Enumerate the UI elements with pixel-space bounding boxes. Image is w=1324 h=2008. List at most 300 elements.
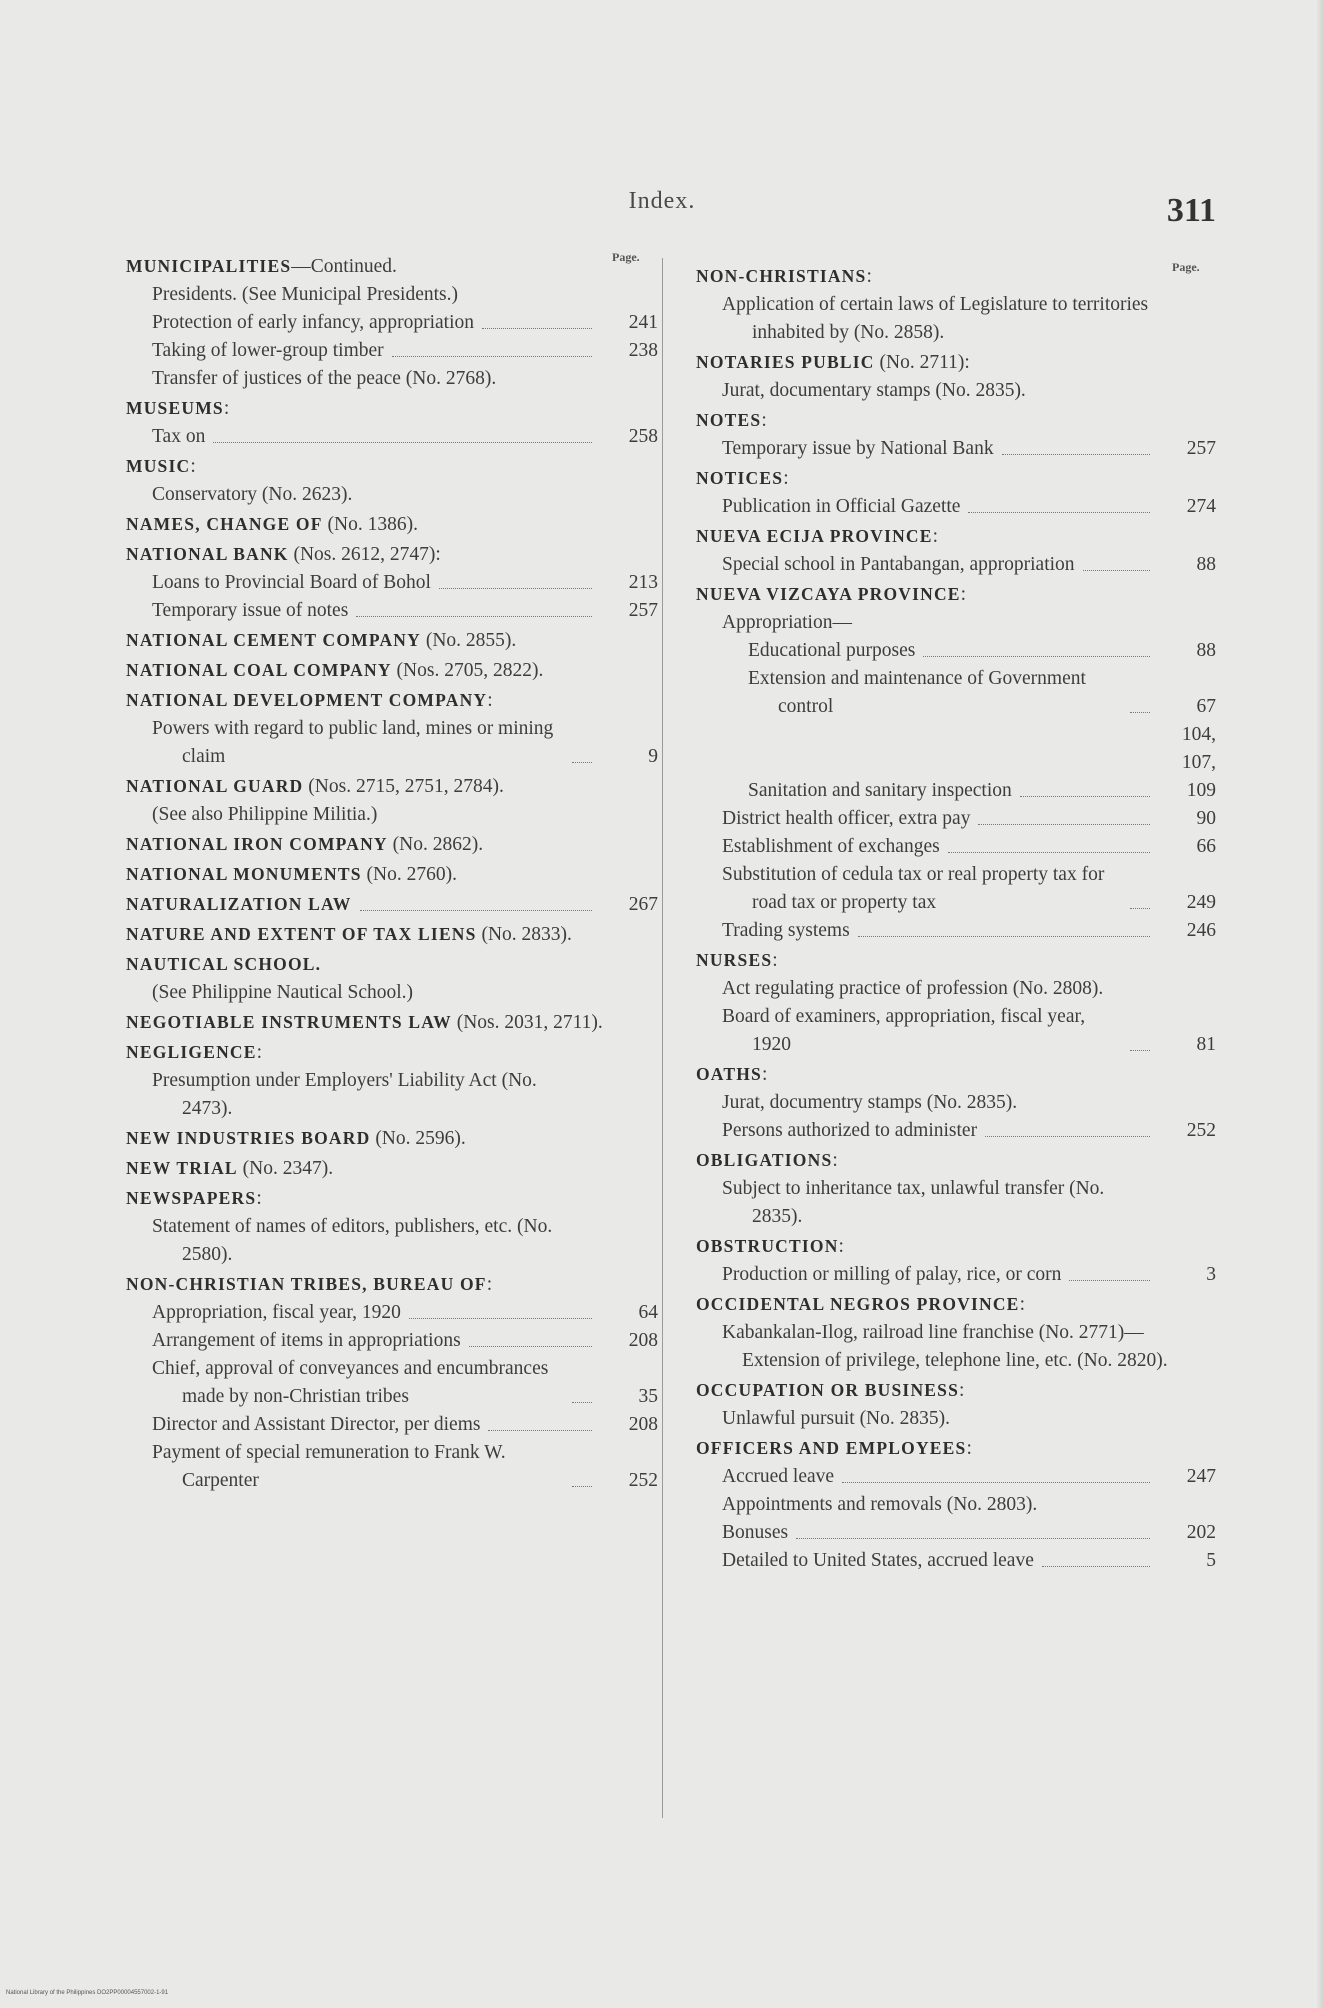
index-heading: OCCIDENTAL NEGROS PROVINCE [696,1294,1020,1314]
index-subentry-text: Presumption under Employers' Liability Act (No. 2473). [152,1070,537,1119]
index-heading: NATIONAL IRON COMPANY [126,834,388,854]
page-reference: 249 [1186,892,1216,913]
page-reference: 202 [1186,1522,1216,1543]
dot-leader [488,1430,592,1431]
index-heading-line [126,1008,658,1037]
index-heading-suffix: : [838,1236,844,1257]
index-heading-suffix: : [959,1380,965,1401]
left-column-page-heading: Page. [612,250,640,264]
index-heading: NEW INDUSTRIES BOARD [126,1128,371,1148]
dot-leader [1130,908,1150,909]
index-heading-suffix: : [866,266,872,287]
index-heading-text [696,348,974,377]
page-reference: 90 [1196,808,1216,829]
index-subentry-text: Director and Assistant Director, per diems [152,1414,481,1435]
index-entry [696,580,1216,945]
index-heading-line [126,252,658,281]
index-subentry [696,1405,1216,1433]
index-subentry-text: Tax on [152,426,206,447]
index-entry [126,920,658,949]
index-heading-line [126,950,658,979]
index-entry [696,1290,1216,1375]
index-subentry-text: Statement of names of editors, publishers, etc. (No. 2580). [152,1216,553,1265]
index-subentry-text: Appropriation, fiscal year, 1920 [152,1302,401,1323]
dot-leader [858,936,1150,937]
index-heading-suffix: : [772,950,778,971]
page-reference: 104, 107, 109 [1181,724,1216,801]
index-subentry-text: Act regulating practice of profession (No. 2808). [722,978,1104,999]
index-heading-text [696,262,876,291]
page-reference: 88 [1196,640,1216,661]
index-subentry-text: Appropriation— [722,612,852,633]
index-heading: OCCUPATION OR BUSINESS [696,1380,960,1400]
index-heading-line [126,452,658,481]
index-heading-text [126,1008,607,1037]
dot-leader [469,1346,592,1347]
index-subentry [126,1213,658,1269]
index-heading-line [126,686,658,715]
index-entry [696,1376,1216,1433]
index-heading: OBSTRUCTION [696,1236,839,1256]
index-entry [696,1146,1216,1231]
index-heading-text [126,540,445,569]
running-title: Index. [628,188,696,214]
page-reference: 267 [628,894,658,915]
index-heading: OFFICERS AND EMPLOYEES [696,1438,967,1458]
index-heading-suffix: (No. 2760). [361,864,457,885]
index-entry [126,1124,658,1153]
page-reference: 257 [1186,438,1216,459]
index-subentry [696,637,1216,665]
index-subentry-text: Conservatory (No. 2623). [152,484,353,505]
index-heading: NATURALIZATION LAW [126,894,352,914]
index-heading-suffix: (No. 2347). [237,1158,334,1179]
index-entry [126,772,658,829]
index-heading-suffix: (No. 2833). [476,924,572,945]
index-subentry-text: Board of examiners, appropriation, fiscal year, 1920 [722,1006,1086,1055]
index-subentry-text: Sanitation and sanitary inspection [748,780,1012,801]
index-subentry-text: Detailed to United States, accrued leave [722,1550,1034,1571]
index-heading-line [696,1290,1216,1319]
index-subentry [696,721,1216,805]
index-heading-suffix: : [932,526,939,547]
index-heading: NAMES, CHANGE OF [126,514,323,534]
page-reference: 67 [1196,696,1216,717]
index-subentry [126,1355,658,1411]
column-divider [662,258,663,1818]
index-heading-text [126,890,356,919]
index-heading-line [696,406,1216,435]
page-reference: 247 [1186,1466,1216,1487]
index-heading-text [126,510,422,539]
index-heading-text [126,686,497,715]
dot-leader [439,588,592,589]
index-heading-suffix: : [783,468,789,489]
index-subentry-text: Taking of lower-group timber [152,340,384,361]
index-heading-line [696,1434,1216,1463]
page-reference: 5 [1206,1550,1216,1571]
index-heading-text [696,1232,848,1261]
index-entry [696,522,1216,579]
page-edge [1316,0,1324,2008]
page-number: 311 [1166,192,1216,229]
index-heading-suffix: (No. 2596). [370,1128,466,1149]
index-subentry [696,1347,1216,1375]
page-reference: 9 [648,746,658,767]
dot-leader [572,762,592,763]
page-reference: 66 [1196,836,1216,857]
index-heading-suffix: (No. 2862). [387,834,484,855]
index-subentry-text: Extension and maintenance of Government control [748,668,1086,717]
index-heading-suffix: (No. 1386). [322,514,418,535]
index-heading: NATIONAL GUARD [126,776,304,796]
index-subentry-text: Trading systems [722,920,850,941]
page-reference: 241 [628,312,658,333]
index-subentry [126,1411,658,1439]
index-subentry [696,1519,1216,1547]
index-heading: NOTES [696,410,762,430]
index-heading-text [696,1376,968,1405]
index-heading-line [126,860,658,889]
index-entry [126,830,658,859]
dot-leader [392,356,592,357]
index-subentry [126,281,658,309]
index-subentry-text: Loans to Provincial Board of Bohol [152,572,431,593]
index-subentry-text: Production or milling of palay, rice, or corn [722,1264,1062,1285]
index-subentry-text: Persons authorized to administer [722,1120,978,1141]
index-heading-suffix: : [486,1274,493,1295]
index-subentry [696,551,1216,579]
index-heading: NATIONAL COAL COMPANY [126,660,392,680]
index-heading-line [126,626,658,655]
dot-leader [1130,712,1150,713]
index-heading-text [126,656,547,685]
page-reference: 258 [628,426,658,447]
index-heading-line [126,394,658,423]
dot-leader [978,824,1150,825]
index-subentry [696,377,1216,405]
index-subentry [696,1117,1216,1145]
index-subentry [696,1175,1216,1231]
dot-leader [356,616,592,617]
index-heading-line [696,522,1216,551]
index-subentry-text: Jurat, documentry stamps (No. 2835). [722,1092,1018,1113]
index-entry [696,406,1216,463]
index-subentry [126,337,658,365]
index-subentry [696,1547,1216,1575]
footer-imprint: National Library of the Philippines DO2PP00004557002-1-91 [6,1990,169,1996]
index-subentry-text: Temporary issue of notes [152,600,349,621]
index-subentry-text: (See Philippine Nautical School.) [152,982,414,1003]
index-heading-suffix: : [761,410,767,431]
dot-leader [842,1482,1150,1483]
index-entry [126,950,658,1007]
index-heading-text [126,626,520,655]
index-subentry-text: Special school in Pantabangan, appropriation [722,554,1075,575]
index-heading: NATURE AND EXTENT OF TAX LIENS [126,924,477,944]
dot-leader [572,1402,592,1403]
index-heading: NEGLIGENCE [126,1042,257,1062]
index-heading-line [696,348,1216,377]
dot-leader [409,1318,592,1319]
index-heading-text [696,1434,976,1463]
index-heading-text [696,1146,842,1175]
index-entry [126,890,658,919]
index-heading-text [696,522,942,551]
index-heading: NOTARIES PUBLIC [696,352,875,372]
index-heading-suffix: : [960,584,967,605]
index-subentry [126,1299,658,1327]
index-heading-text [126,452,200,481]
index-entry [126,1270,658,1495]
index-heading-text [126,920,576,949]
dot-leader [1020,796,1150,797]
index-heading: NAUTICAL SCHOOL. [126,954,322,974]
index-heading-suffix: : [761,1064,768,1085]
index-entry [696,348,1216,405]
index-heading-suffix: (Nos. 2612, 2747): [288,544,441,565]
index-subentry [126,597,658,625]
index-heading-line [126,920,658,949]
index-entry [696,1434,1216,1575]
index-subentry-text: Temporary issue by National Bank [722,438,994,459]
index-subentry [696,1319,1216,1347]
index-subentry-text: Publication in Official Gazette [722,496,961,517]
index-heading-suffix: : [223,398,230,419]
page-reference: 252 [1186,1120,1216,1141]
index-heading-text [126,950,325,979]
page-reference: 257 [628,600,658,621]
index-subentry [126,481,658,509]
page-reference: 64 [638,1302,658,1323]
index-heading-text [696,946,782,975]
dot-leader [948,852,1150,853]
index-entry [126,252,658,393]
index-heading: NUEVA ECIJA PROVINCE [696,526,933,546]
index-subentry-text: Unlawful pursuit (No. 2835). [722,1408,951,1429]
index-subentry [696,1089,1216,1117]
index-subentry-text: Subject to inheritance tax, unlawful transfer (No. 2835). [722,1178,1105,1227]
index-entry [126,686,658,771]
index-heading: NON-CHRISTIANS [696,266,867,286]
index-subentry-text: Bonuses [722,1522,789,1543]
index-entry [696,1232,1216,1289]
index-entry [126,1154,658,1183]
page-reference: 246 [1186,920,1216,941]
index-subentry [126,365,658,393]
index-entry [126,1184,658,1269]
index-subentry [126,715,658,771]
index-subentry-text: Educational purposes [748,640,916,661]
index-subentry [696,833,1216,861]
page-reference: 81 [1196,1034,1216,1055]
index-heading-line [696,262,1216,291]
dot-leader [1002,454,1150,455]
page-reference: 213 [628,572,658,593]
index-heading-text [126,1154,337,1183]
dot-leader [1130,1050,1150,1051]
index-subentry-text: Application of certain laws of Legislature to territories inhabited by (No. 2858). [722,294,1149,343]
index-heading: NON-CHRISTIAN TRIBES, BUREAU OF [126,1274,487,1294]
index-heading-suffix: : [1019,1294,1025,1315]
index-heading-line [696,580,1216,609]
index-subentry-text: Payment of special remuneration to Frank W. Carpenter [152,1442,506,1491]
index-heading: NATIONAL DEVELOPMENT COMPANY [126,690,488,710]
index-heading-suffix: (Nos. 2705, 2822). [391,660,544,681]
index-heading: NUEVA VIZCAYA PROVINCE [696,584,961,604]
dot-leader [796,1538,1150,1539]
index-subentry [126,1439,658,1495]
index-heading-suffix: (No. 2855). [420,630,517,651]
index-entry [126,1008,658,1037]
index-heading: NEGOTIABLE INSTRUMENTS LAW [126,1012,452,1032]
index-subentry-text: Transfer of justices of the peace (No. 2768). [152,368,497,389]
index-subentry [126,309,658,337]
index-heading: NATIONAL CEMENT COMPANY [126,630,421,650]
index-subentry [696,1491,1216,1519]
index-heading-suffix: : [190,456,196,477]
index-subentry-text: Extension of privilege, telephone line, etc. (No. 2820). [742,1350,1168,1371]
index-heading-suffix: (No. 2711): [874,352,970,373]
dot-leader [213,442,592,443]
index-subentry [696,1463,1216,1491]
index-heading-line [696,946,1216,975]
index-heading-line [126,1270,658,1299]
page-reference: 208 [628,1330,658,1351]
index-subentry [696,975,1216,1003]
index-heading-line [696,1232,1216,1261]
index-subentry-text: Appointments and removals (No. 2803). [722,1494,1038,1515]
index-heading-line [126,540,658,569]
index-heading: NOTICES [696,468,784,488]
dot-leader [985,1136,1150,1137]
index-heading-text [126,1038,266,1067]
index-heading-text [126,1270,496,1299]
index-heading-line [126,1154,658,1183]
index-subentry [126,423,658,451]
page-reference: 88 [1196,554,1216,575]
index-heading-suffix: : [966,1438,972,1459]
dot-leader [1042,1566,1150,1567]
dot-leader [1083,570,1150,571]
index-heading-line [696,1060,1216,1089]
index-heading-line [126,510,658,539]
index-heading-line [126,1184,658,1213]
index-heading-text [696,406,771,435]
index-heading-line [126,772,658,801]
index-heading: NEWSPAPERS [126,1188,257,1208]
right-column-page-heading: Page. [1172,260,1200,274]
dot-leader [968,512,1150,513]
index-heading: MUSIC [126,456,191,476]
index-subentry-text: (See also Philippine Militia.) [152,804,378,825]
page-reference: 35 [638,1386,658,1407]
index-heading: MUSEUMS [126,398,224,418]
index-subentry-text: Substitution of cedula tax or real property tax for road tax or property tax [722,864,1105,913]
index-subentry [126,1327,658,1355]
index-subentry [696,1261,1216,1289]
index-heading-line [696,1376,1216,1405]
page-reference: 238 [628,340,658,361]
index-entry [696,262,1216,347]
index-entry [696,946,1216,1059]
index-heading-text [126,394,233,423]
dot-leader [360,910,592,911]
index-heading-text [696,1290,1029,1319]
page-reference: 274 [1186,496,1216,517]
index-heading: NATIONAL BANK [126,544,289,564]
index-subentry-text: Jurat, documentary stamps (No. 2835). [722,380,1026,401]
index-entry [126,394,658,451]
index-entry [696,1060,1216,1145]
index-heading-suffix: : [832,1150,838,1171]
index-heading-text [126,830,487,859]
index-subentry [126,1067,658,1123]
dot-leader [482,328,592,329]
index-subentry [696,493,1216,521]
index-entry [126,1038,658,1123]
index-heading-line [126,656,658,685]
index-subentry-text: Establishment of exchanges [722,836,940,857]
index-subentry [126,569,658,597]
index-subentry [696,435,1216,463]
index-heading-line [126,1038,658,1067]
index-entry [126,656,658,685]
index-subentry-text: Accrued leave [722,1466,835,1487]
index-heading-line [126,1124,658,1153]
index-heading-text [126,1184,266,1213]
index-subentry-text: Powers with regard to public land, mines or mining claim [152,718,554,767]
index-heading-line [696,464,1216,493]
index-subentry-text: Arrangement of items in appropriations [152,1330,461,1351]
dot-leader [1069,1280,1150,1281]
index-subentry [696,609,1216,637]
index-entry [126,510,658,539]
page-reference: 252 [628,1470,658,1491]
index-subentry [696,917,1216,945]
index-entry [696,464,1216,521]
index-subentry [126,801,658,829]
index-heading-line [696,1146,1216,1175]
index-heading-suffix: —Continued. [291,256,397,277]
index-heading-suffix: (Nos. 2031, 2711). [451,1012,603,1033]
index-subentry [696,1003,1216,1059]
index-subentry-text: Protection of early infancy, appropriation [152,312,474,333]
index-heading-line [126,890,658,919]
index-subentry-text: Chief, approval of conveyances and encumbrances made by non-Christian tribes [152,1358,549,1407]
index-heading-text [126,1124,470,1153]
index-heading-suffix: : [256,1188,262,1209]
index-subentry [696,291,1216,347]
index-heading-text [696,1060,771,1089]
dot-leader [923,656,1150,657]
index-heading-suffix: : [256,1042,263,1063]
page-reference: 208 [628,1414,658,1435]
dot-leader [572,1486,592,1487]
left-index-column [126,252,658,1496]
index-heading: OBLIGATIONS [696,1150,833,1170]
index-subentry [696,861,1216,917]
index-heading: OATHS [696,1064,762,1084]
index-subentry [696,665,1216,721]
index-heading: NEW TRIAL [126,1158,238,1178]
right-index-column [696,262,1216,1576]
index-heading-text [126,860,461,889]
index-heading-text [696,464,793,493]
index-entry [126,626,658,655]
index-heading-suffix: (Nos. 2715, 2751, 2784). [303,776,504,797]
index-subentry-text: District health officer, extra pay [722,808,971,829]
